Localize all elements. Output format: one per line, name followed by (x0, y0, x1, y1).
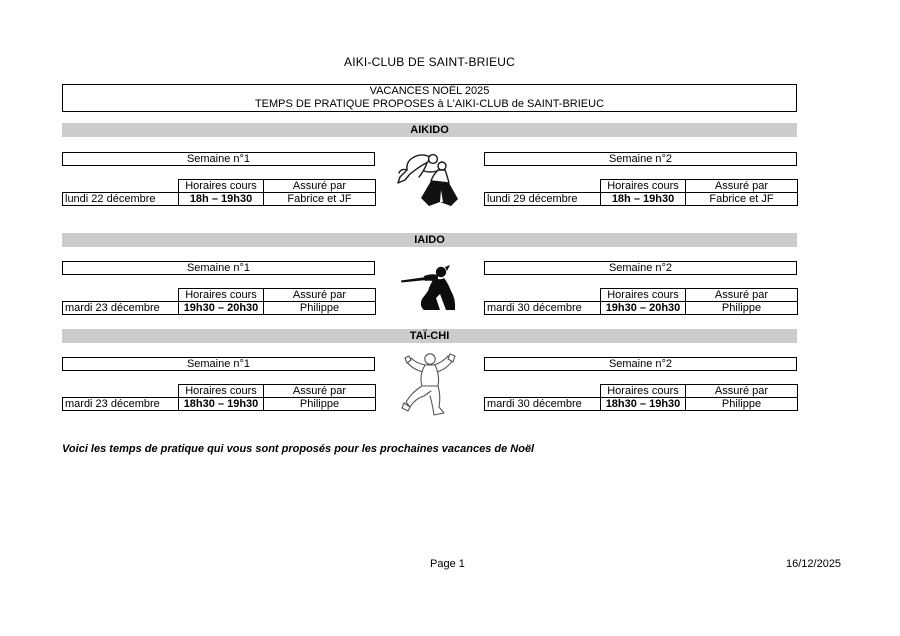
hours-header: Horaires cours (601, 180, 686, 193)
session-date: lundi 29 décembre (485, 193, 601, 206)
schedule-table (484, 179, 798, 206)
section-bar-taichi: TAÏ-CHI (62, 329, 797, 343)
subtitle-line-1: VACANCES NOËL 2025 (369, 85, 490, 97)
section-bar-iaido: IAIDO (62, 233, 797, 247)
schedule-table (62, 288, 376, 315)
empty-cell (485, 385, 601, 398)
table-row (63, 302, 376, 315)
table-header-row (485, 180, 798, 193)
subtitle-line-2: TEMPS DE PRATIQUE PROPOSES à L'AIKI-CLUB de SAINT-BRIEUC (254, 98, 605, 110)
week-block-taichi-1 (62, 357, 375, 411)
hours-header: Horaires cours (601, 385, 686, 398)
schedule-table (484, 384, 798, 411)
session-hours: 19h30 – 20h30 (601, 302, 686, 315)
session-teacher: Philippe (686, 398, 798, 411)
table-header-row (485, 385, 798, 398)
week-label: Semaine n°2 (484, 152, 797, 166)
iaido-swordsman-icon (375, 261, 484, 315)
page-content (62, 0, 797, 455)
session-teacher: Philippe (264, 398, 376, 411)
section-bar-aikido: AIKIDO (62, 123, 797, 137)
session-teacher: Philippe (686, 302, 798, 315)
week-block-aikido-2 (484, 152, 797, 206)
session-hours: 18h30 – 19h30 (601, 398, 686, 411)
week-label: Semaine n°1 (62, 152, 375, 166)
session-hours: 18h – 19h30 (179, 193, 264, 206)
week-block-aikido-1 (62, 152, 375, 206)
session-date: mardi 23 décembre (63, 302, 179, 315)
session-teacher: Philippe (264, 302, 376, 315)
session-hours: 19h30 – 20h30 (179, 302, 264, 315)
aikido-throw-icon (375, 152, 484, 206)
schedule-table (484, 288, 798, 315)
week-block-iaido-1 (62, 261, 375, 315)
empty-cell (63, 289, 179, 302)
table-row (63, 398, 376, 411)
teacher-header: Assuré par (264, 289, 376, 302)
session-hours: 18h30 – 19h30 (179, 398, 264, 411)
teacher-header: Assuré par (264, 385, 376, 398)
week-label: Semaine n°2 (484, 261, 797, 275)
subtitle-box (62, 84, 797, 112)
taichi-pose-icon (375, 357, 484, 411)
session-date: mardi 23 décembre (63, 398, 179, 411)
section-iaido (62, 261, 797, 315)
teacher-header: Assuré par (686, 289, 798, 302)
session-date: mardi 30 décembre (485, 302, 601, 315)
session-date: mardi 30 décembre (485, 398, 601, 411)
session-teacher: Fabrice et JF (686, 193, 798, 206)
empty-cell (485, 180, 601, 193)
table-header-row (485, 289, 798, 302)
session-hours: 18h – 19h30 (601, 193, 686, 206)
section-aikido (62, 152, 797, 206)
week-label: Semaine n°1 (62, 357, 375, 371)
table-row (63, 193, 376, 206)
page-title: AIKI-CLUB DE SAINT-BRIEUC (343, 55, 516, 69)
schedule-table (62, 384, 376, 411)
hours-header: Horaires cours (179, 289, 264, 302)
table-header-row (63, 180, 376, 193)
table-row (485, 193, 798, 206)
section-taichi (62, 357, 797, 411)
week-block-iaido-2 (484, 261, 797, 315)
note-text: Voici les temps de pratique qui vous sont proposés pour les prochaines vacances de Noël (62, 443, 535, 455)
week-label: Semaine n°1 (62, 261, 375, 275)
hours-header: Horaires cours (601, 289, 686, 302)
session-teacher: Fabrice et JF (264, 193, 376, 206)
teacher-header: Assuré par (264, 180, 376, 193)
teacher-header: Assuré par (686, 180, 798, 193)
week-label: Semaine n°2 (484, 357, 797, 371)
schedule-table (62, 179, 376, 206)
empty-cell (485, 289, 601, 302)
teacher-header: Assuré par (686, 385, 798, 398)
footer-page-number: Page 1 (430, 558, 465, 570)
table-header-row (63, 289, 376, 302)
hours-header: Horaires cours (179, 180, 264, 193)
table-row (485, 302, 798, 315)
empty-cell (63, 180, 179, 193)
empty-cell (63, 385, 179, 398)
table-header-row (63, 385, 376, 398)
footer-date: 16/12/2025 (786, 558, 842, 570)
table-row (485, 398, 798, 411)
week-block-taichi-2 (484, 357, 797, 411)
hours-header: Horaires cours (179, 385, 264, 398)
session-date: lundi 22 décembre (63, 193, 179, 206)
